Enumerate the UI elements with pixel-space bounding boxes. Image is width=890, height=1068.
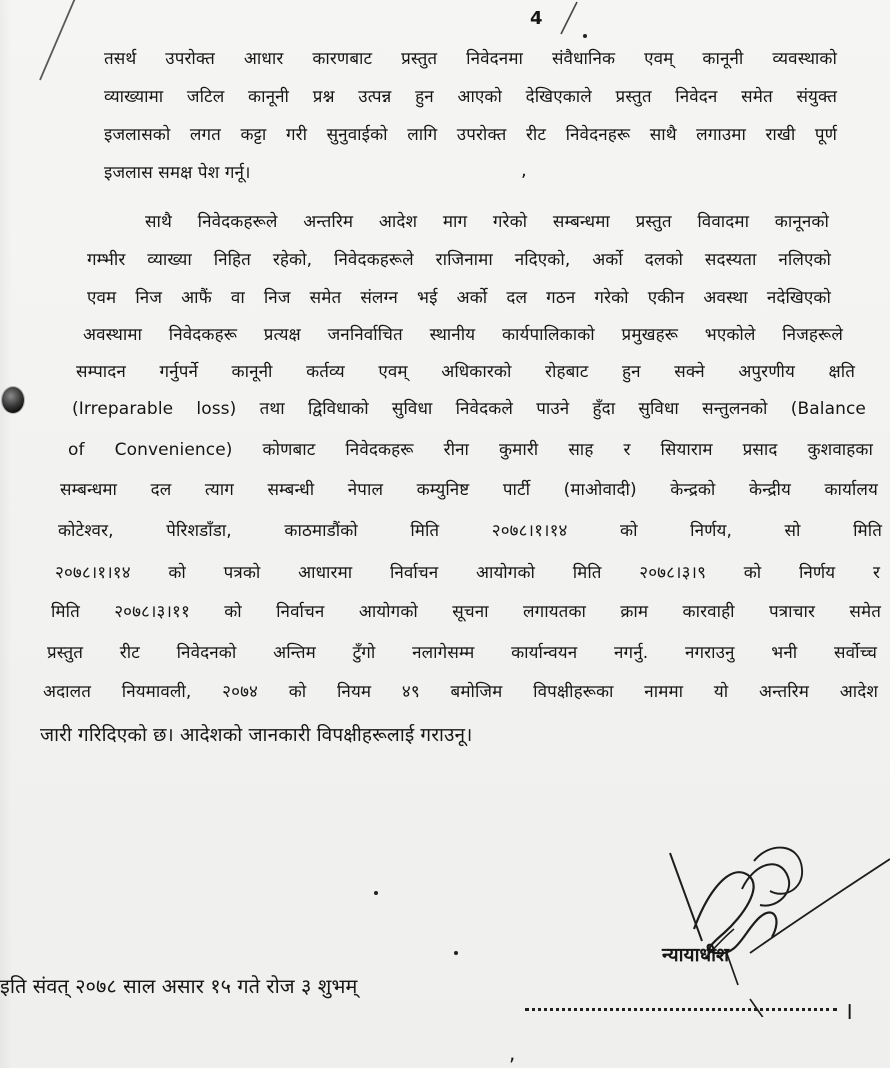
paragraph-1-line-4: इजलास समक्ष पेश गर्नू। [104,163,251,183]
top-pen-mark [558,0,580,36]
ink-dot [454,951,458,955]
paragraph-2-line-4: अवस्थामा निवेदकहरू प्रत्यक्ष जननिर्वाचित स्थानीय कार्यपालिकाको प्रमुखहरू भएकोले निजहरूले [83,325,843,345]
ink-dot [374,891,378,895]
paragraph-2-line-14: जारी गरिदिएको छ। आदेशको जानकारी विपक्षीहरूलाई गराउनू। [40,724,473,746]
paragraph-2-line-11: मिति २०७८।३।११ को निर्वाचन आयोगको सूचना लगायतका क्राम कारवाही पत्राचार समेत [51,602,881,622]
paragraph-2-line-5: सम्पादन गर्नुपर्ने कानूनी कर्तव्य एवम् अधिकारको रोहबाट हुन सक्ने अपुरणीय क्षति [76,362,855,382]
signature-title: न्यायाधीश [662,944,730,966]
paragraph-2-line-12: प्रस्तुत रीट निवेदनको अन्तिम टुँगो नलागेसम्म कार्यान्वयन नगर्नु. नगराउनु भनी सर्वोच्च [47,643,877,663]
corner-pen-stroke [32,0,78,86]
paragraph-2-line-10: २०७८।१।१४ को पत्रको आधारमा निर्वाचन आयोगको मिति २०७८।३।९ को निर्णय र [55,563,880,583]
punch-hole [2,387,24,413]
bottom-ink-mark: , [509,1041,516,1065]
judge-signature [652,835,890,1017]
page-number: 4 [530,8,543,29]
paragraph-2-line-8: सम्बन्धमा दल त्याग सम्बन्धी नेपाल कम्युनिष्ट पार्टी (माओवादी) केन्द्रको केन्द्रीय कार्यालय [60,480,878,500]
paragraph-2-line-13: अदालत नियमावली, २०७४ को नियम ४९ बमोजिम विपक्षीहरूका नाममा यो अन्तरिम आदेश [43,682,878,702]
paragraph-2-line-2: गम्भीर व्याख्या निहित रहेको, निवेदकहरूले राजिनामा नदिएको, अर्को दलको सदस्यता नलिएको [87,250,831,270]
paragraph-2-line-3: एवम निज आफैं वा निज समेत संलग्न भई अर्को दल गठन गरेको एकीन अवस्था नदेखिएको [87,288,831,308]
footer-date-line: इति संवत् २०७८ साल असार १५ गते रोज ३ शुभम् [0,974,358,998]
paragraph-2-line-9: कोटेश्वर, पेरिशडाँडा, काठमाडौंको मिति २०७८।१।१४ को निर्णय, सो मिति [58,521,882,541]
paragraph-1-line-3: इजलासको लगत कट्टा गरी सुनुवाईको लागि उपरोक्त रीट निवेदनहरू साथै लगाउमा राखी पूर्ण [104,125,837,145]
paragraph-1-line-2: व्याख्यामा जटिल कानूनी प्रश्न उत्पन्न हुन आएको देखिएकाले प्रस्तुत निवेदन समेत संयुक्त [104,87,837,107]
ink-dot [583,34,587,38]
dotted-signature-line [525,1008,837,1011]
end-mark: । [844,997,854,1025]
paragraph-2-line-6: (Irreparable loss) तथा द्विविधाको सुविधा निवेदकले पाउने हुँदा सुविधा सन्तुलनको (Balance [72,399,866,419]
paragraph-2-line-7: of Convenience) कोणबाट निवेदकहरू रीना कुमारी साह र सियाराम प्रसाद कुशवाहका [68,440,873,460]
ink-mark: , [521,160,527,181]
paragraph-1-line-1: तसर्थ उपरोक्त आधार कारणबाट प्रस्तुत निवेदनमा संवैधानिक एवम् कानूनी व्यवस्थाको [104,49,837,69]
paragraph-2-line-1: साथै निवेदकहरूले अन्तरिम आदेश माग गरेको सम्बन्धमा प्रस्तुत विवादमा कानूनको [145,212,829,232]
